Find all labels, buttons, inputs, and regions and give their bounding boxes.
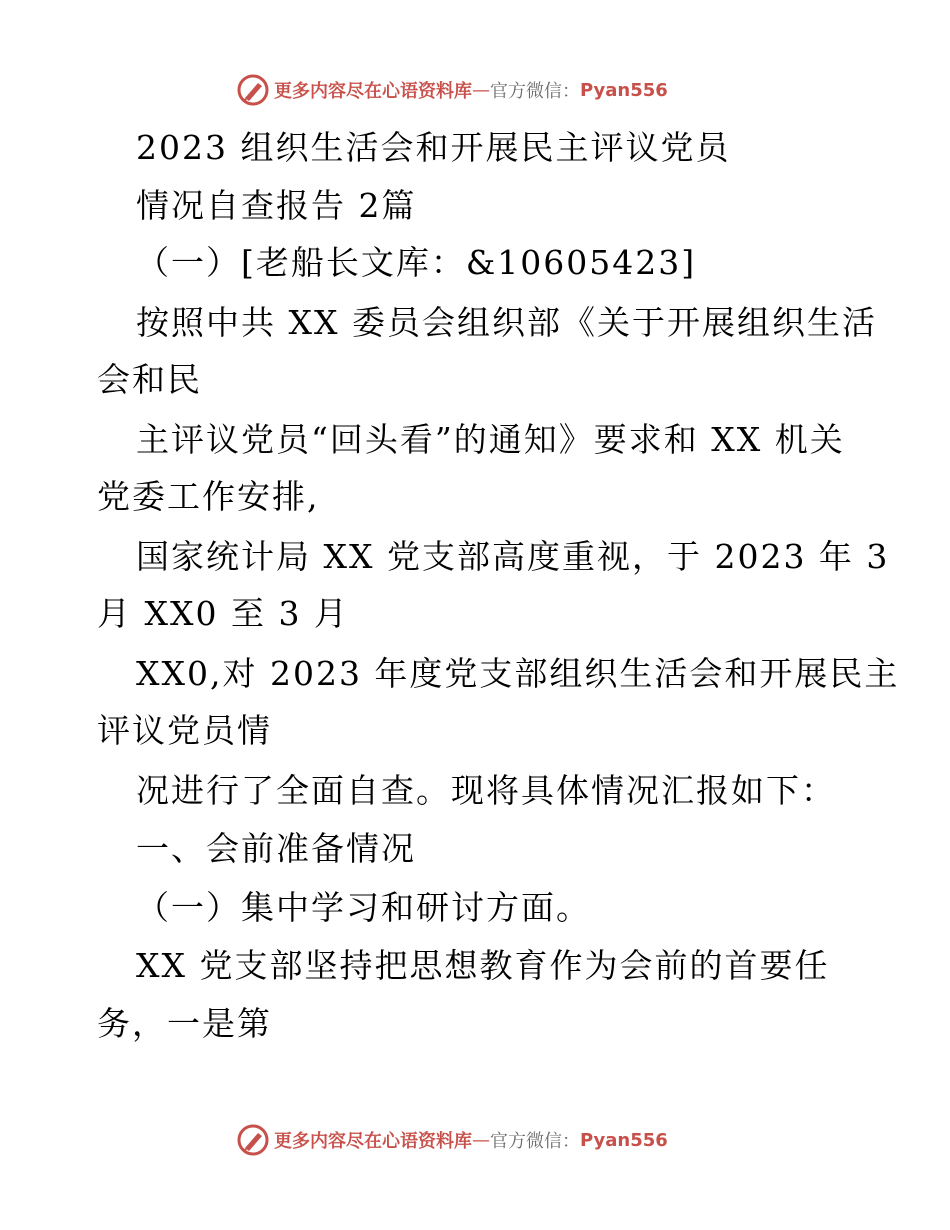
doc-paragraph-line: 月 XX0 至 3 月 (97, 594, 349, 633)
doc-paragraph-line: XX0,对 2023 年度党支部组织生活会和开展民主 (136, 654, 900, 693)
doc-subheading: （一）集中学习和研讨方面。 (136, 888, 591, 927)
pen-circle-icon (236, 1123, 270, 1157)
doc-paragraph-line: 况进行了全面自查。现将具体情况汇报如下： (136, 771, 836, 810)
doc-paragraph-line: 党委工作安排, (97, 477, 320, 516)
doc-paragraph-line: 务，一是第 (97, 1004, 272, 1043)
footer-watermark (236, 1122, 668, 1158)
doc-title-line-2: 情况自查报告 2篇 (136, 186, 417, 225)
watermark-main-text: 更多内容尽在心语资料库 (274, 81, 472, 102)
watermark-wechat-id: Pyan556 (580, 1129, 668, 1151)
watermark-dash: — (472, 1129, 490, 1151)
doc-paragraph-line: 主评议党员“回头看”的通知》要求和 XX 机关 (136, 420, 845, 459)
watermark-wechat-label: 官方微信： (490, 81, 580, 102)
doc-paragraph-line: 会和民 (97, 360, 202, 399)
doc-paragraph-line: XX 党支部坚持把思想教育作为会前的首要任 (136, 946, 830, 985)
watermark-dash: — (472, 79, 490, 101)
doc-title-line-1: 2023 组织生活会和开展民主评议党员 (136, 128, 731, 167)
watermark-main-text: 更多内容尽在心语资料库 (274, 1131, 472, 1152)
pen-circle-icon (236, 73, 270, 107)
doc-paragraph-line: 评议党员情 (97, 711, 272, 750)
doc-section-label: （一）[老船长文库：&10605423] (136, 243, 697, 282)
watermark-wechat-label: 官方微信： (490, 1131, 580, 1152)
watermark-wechat-id: Pyan556 (580, 79, 668, 101)
doc-paragraph-line: 国家统计局 XX 党支部高度重视，于 2023 年 3 (136, 537, 890, 576)
header-watermark (236, 72, 668, 108)
doc-heading: 一、会前准备情况 (136, 829, 416, 868)
doc-paragraph-line: 按照中共 XX 委员会组织部《关于开展组织生活 (136, 303, 877, 342)
